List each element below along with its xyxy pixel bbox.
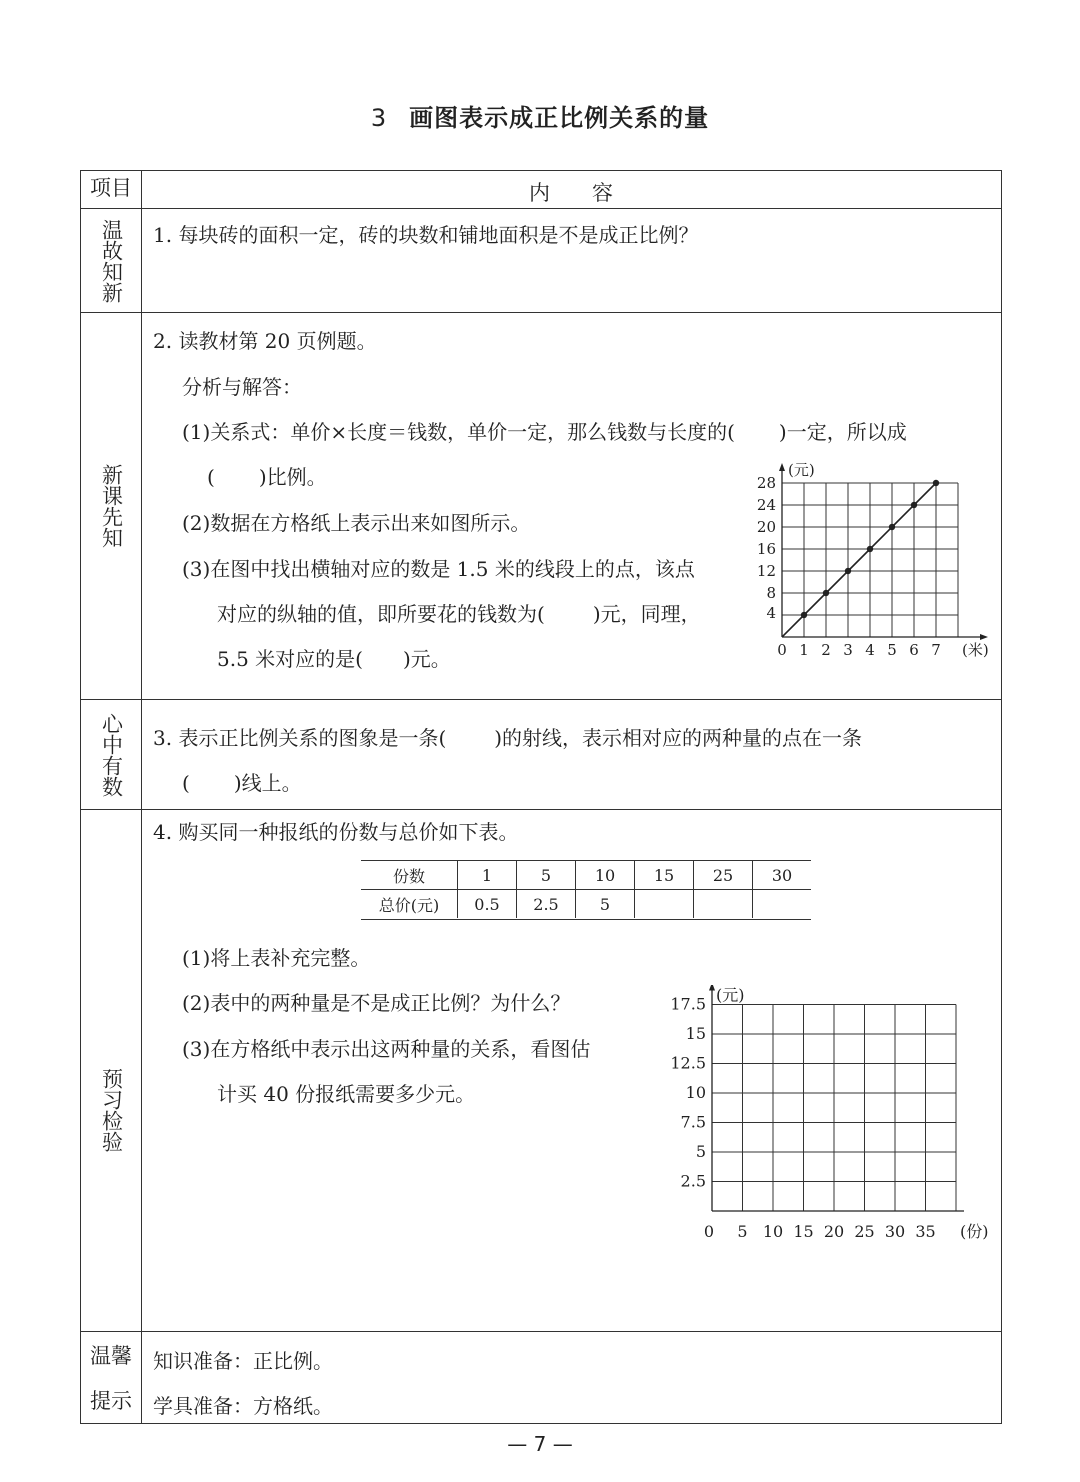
row-divider	[81, 1331, 1001, 1332]
y-tick-label: 17.5	[670, 994, 706, 1014]
analysis-heading: 分析与解答：	[182, 375, 302, 399]
part-3-line-3: 5.5 米对应的是( )元。	[217, 647, 451, 671]
tick-labels	[670, 986, 988, 1242]
row-divider	[81, 809, 1001, 810]
x-tick-label: 4	[865, 641, 875, 659]
x-unit-label: (份)	[960, 1222, 989, 1241]
y-tick-label: 12.5	[670, 1053, 706, 1073]
x-tick-label: 15	[793, 1222, 814, 1241]
column-divider	[141, 171, 142, 1423]
table-cell-blank[interactable]	[635, 890, 694, 919]
header-item: 项目	[90, 176, 132, 200]
y-tick-label: 15	[685, 1024, 706, 1043]
row-divider	[81, 699, 1001, 700]
table-cell: 0.5	[458, 890, 517, 919]
x-axis-arrow	[980, 634, 988, 640]
y-tick-label: 16	[756, 540, 776, 558]
y-tick-label: 28	[756, 474, 776, 492]
y-unit-label: (元)	[716, 985, 745, 1005]
header-content: 内 容	[529, 181, 613, 205]
tips-label-2: 提示	[90, 1389, 132, 1413]
section-label-mind: 心中有数	[99, 712, 124, 797]
section-label-preview: 预习检验	[99, 1068, 124, 1152]
tick-labels	[757, 461, 989, 659]
data-point	[801, 612, 807, 618]
y-tick-label: 2.5	[680, 1171, 706, 1191]
x-tick-label: 0	[703, 1222, 715, 1241]
x-tick-label: 0	[777, 641, 787, 659]
y-tick-label: 10	[685, 1083, 706, 1102]
part-1-line-2: ( )比例。	[207, 465, 327, 489]
price-table-bottom-rule	[361, 919, 811, 920]
y-unit-label: (元)	[788, 461, 815, 479]
chart-axes	[779, 463, 988, 640]
y-tick-label: 7.5	[680, 1112, 706, 1132]
row-divider	[81, 208, 1001, 209]
table-cell: 30	[753, 861, 812, 890]
question-4: 4. 购买同一种报纸的份数与总价如下表。	[153, 820, 519, 844]
x-tick-label: 3	[843, 641, 853, 659]
y-tick-label: 24	[756, 496, 776, 514]
table-cell-blank[interactable]	[753, 890, 812, 919]
x-tick-label: 25	[854, 1222, 875, 1241]
y-tick-label: 20	[756, 518, 776, 536]
price-length-chart	[740, 455, 1000, 670]
page-title	[0, 98, 1080, 133]
x-tick-label: 5	[887, 641, 897, 659]
lesson-title: 画图表示成正比例关系的量	[409, 104, 710, 132]
chart-grid	[712, 1005, 956, 1212]
y-tick-label: 4	[766, 604, 776, 622]
sub-question-2: (2)表中的两种量是不是成正比例？为什么？	[182, 991, 571, 1015]
table-cell: 15	[635, 861, 694, 890]
table-cell: 5	[576, 890, 635, 919]
table-cell: 5	[517, 861, 576, 890]
y-axis-arrow	[709, 985, 715, 991]
data-point	[933, 480, 939, 486]
sub-question-1: (1)将上表补充完整。	[182, 946, 371, 970]
x-tick-label: 10	[762, 1222, 784, 1241]
data-point	[867, 546, 873, 552]
x-tick-label: 7	[931, 641, 941, 659]
x-unit-label: (米)	[962, 641, 989, 659]
tip-tools: 学具准备：方格纸。	[153, 1394, 333, 1418]
y-tick-label: 12	[756, 562, 776, 580]
sub-question-3-line-1: (3)在方格纸中表示出这两种量的关系，看图估	[182, 1037, 591, 1061]
newspaper-grid-chart	[660, 985, 1000, 1250]
part-2: (2)数据在方格纸上表示出来如图所示。	[182, 511, 531, 535]
x-tick-label: 5	[737, 1222, 748, 1241]
table-cell: 份数	[361, 861, 458, 890]
tip-knowledge: 知识准备：正比例。	[153, 1349, 333, 1373]
question-3-line-1: 3. 表示正比例关系的图象是一条( )的射线，表示相对应的两种量的点在一条	[153, 726, 863, 750]
x-tick-label: 20	[823, 1222, 845, 1241]
x-tick-label: 1	[799, 641, 809, 659]
y-tick-label: 5	[695, 1142, 706, 1161]
data-point	[911, 502, 917, 508]
part-1-line-1: (1)关系式：单价×长度＝钱数，单价一定，那么钱数与长度的( )一定，所以成	[182, 420, 907, 444]
sub-question-3-line-2: 计买 40 份报纸需要多少元。	[217, 1082, 476, 1106]
table-cell: 10	[576, 861, 635, 890]
table-cell: 1	[458, 861, 517, 890]
tips-label-1: 温馨	[90, 1344, 132, 1368]
question-3-line-2: ( )线上。	[182, 771, 302, 795]
lesson-number: 3	[370, 104, 388, 132]
table-cell: 2.5	[517, 890, 576, 919]
part-3-line-1: (3)在图中找出横轴对应的数是 1.5 米的线段上的点，该点	[182, 557, 695, 581]
x-tick-label: 35	[915, 1222, 936, 1241]
x-tick-label: 2	[821, 641, 831, 659]
x-tick-label: 30	[884, 1222, 906, 1241]
data-point	[889, 524, 895, 530]
price-table	[361, 861, 811, 918]
table-row	[361, 861, 811, 890]
chart-grid	[782, 483, 958, 637]
y-tick-label: 8	[766, 584, 776, 602]
part-3-line-2: 对应的纵轴的值，即所要花的钱数为( )元，同理，	[217, 602, 701, 626]
page-number: — 7 —	[507, 1432, 573, 1456]
data-point	[845, 568, 851, 574]
question-2: 2. 读教材第 20 页例题。	[153, 329, 377, 353]
y-axis-arrow	[779, 463, 785, 471]
data-point	[823, 590, 829, 596]
table-cell-blank[interactable]	[694, 890, 753, 919]
row-divider	[81, 312, 1001, 313]
question-1: 1. 每块砖的面积一定，砖的块数和铺地面积是不是成正比例？	[153, 223, 699, 247]
table-row	[361, 890, 811, 919]
section-label-review: 温故知新	[99, 218, 124, 303]
x-tick-label: 6	[909, 641, 919, 659]
table-cell: 总价(元)	[378, 895, 440, 915]
section-label-new: 新课先知	[99, 464, 124, 548]
table-cell: 25	[694, 861, 753, 890]
